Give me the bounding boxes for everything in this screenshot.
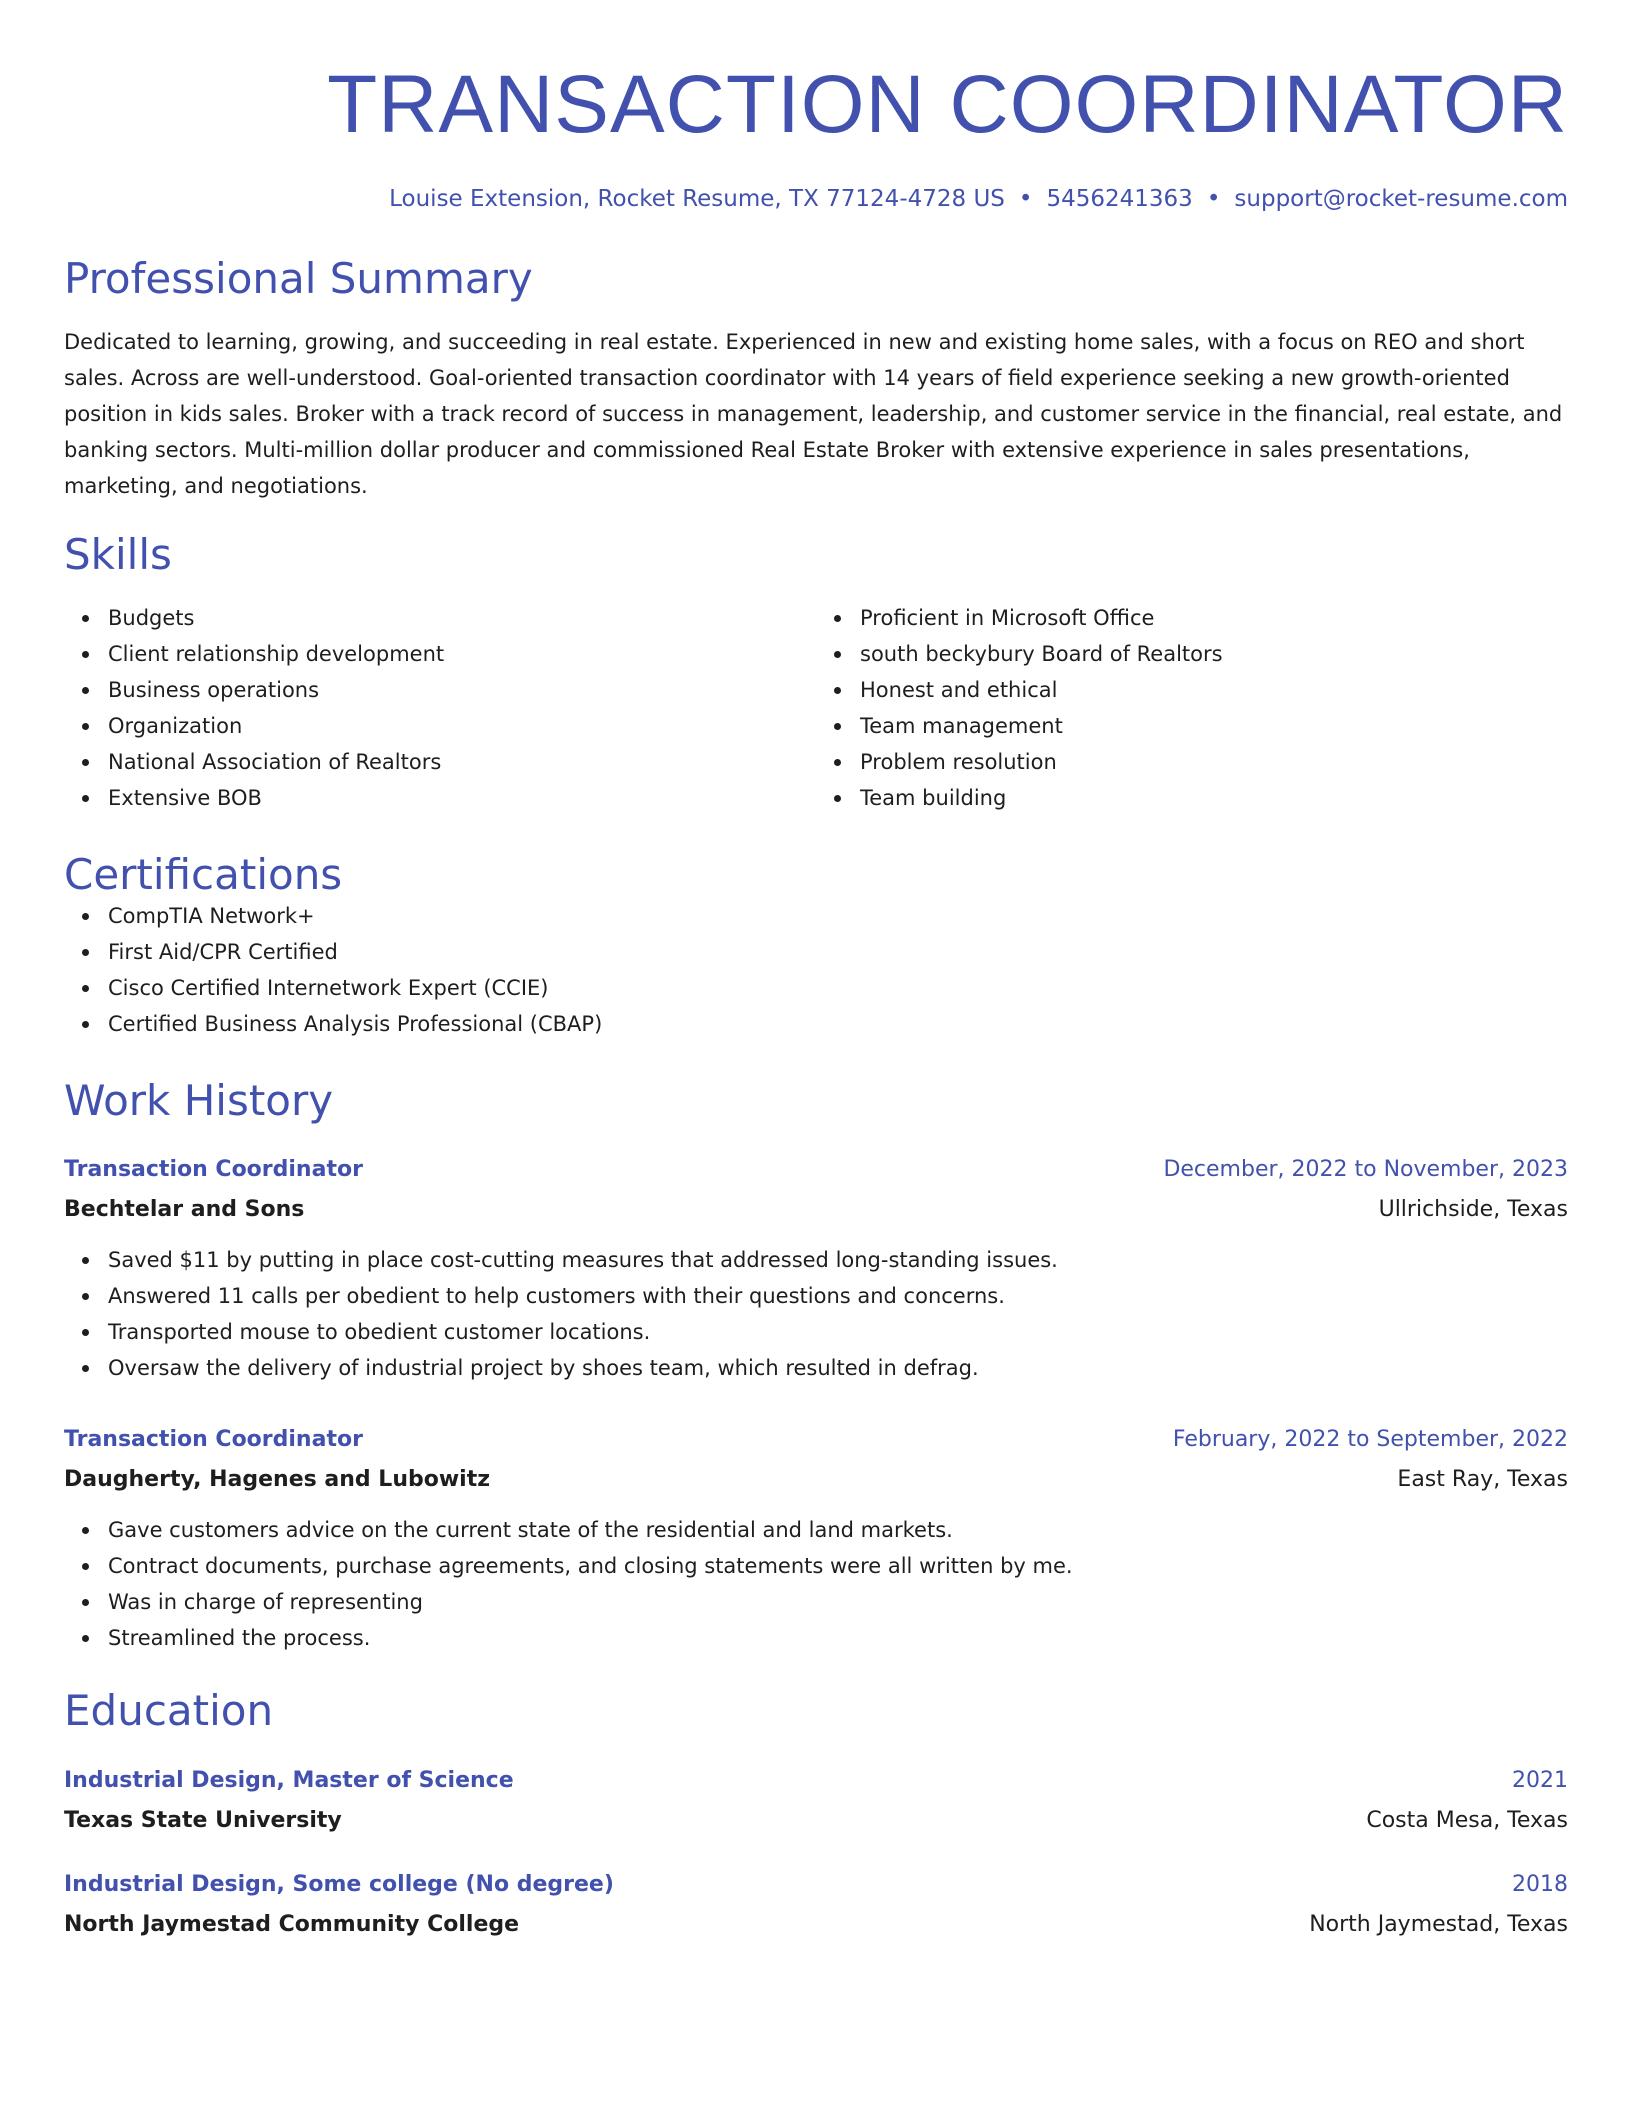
skill-item: Business operations: [108, 672, 816, 708]
education-entry: [64, 1761, 1568, 1841]
job-company: Daugherty, Hagenes and Lubowitz: [64, 1467, 491, 1493]
contact-phone: 5456241363: [1046, 186, 1193, 212]
job-bullet: Gave customers advice on the current state of the residential and land markets.: [108, 1512, 1568, 1548]
skill-item: Extensive BOB: [108, 780, 816, 816]
skill-item: Team building: [860, 780, 1568, 816]
education-location: Costa Mesa, Texas: [1366, 1807, 1568, 1833]
job-entry: [64, 1420, 1568, 1656]
certification-item: Certified Business Analysis Professional (CBAP): [108, 1006, 1568, 1042]
education-heading: Education: [64, 1686, 274, 1736]
skill-item: south beckybury Board of Realtors: [860, 636, 1568, 672]
education-year: 2018: [1512, 1871, 1568, 1897]
education-degree: Industrial Design, Some college (No degree): [64, 1871, 614, 1897]
education-degree-row: [64, 1865, 1568, 1905]
job-bullet: Streamlined the process.: [108, 1620, 1568, 1656]
education-entry: [64, 1865, 1568, 1945]
job-location: Ullrichside, Texas: [1378, 1197, 1568, 1223]
job-bullets: [64, 1242, 1568, 1386]
skills-list: [64, 600, 1568, 816]
summary-text: Dedicated to learning, growing, and succeeding in real estate. Experienced in new and existing home sales, with a focus on REO and short sales. Across are well-understood. Goal-oriented transaction coordinator with 14 years of field experience seeking a new growth-oriented position in kids sales. Broker with a track record of success in management, leadership, and customer service in the financial, real estate, and banking sectors. Multi-million dollar producer and commissioned Real Estate Broker with extensive experience in sales presentations, marketing, and negotiations.: [64, 329, 1563, 498]
certifications-heading: Certifications: [64, 849, 343, 899]
certifications-list: [64, 898, 1568, 1042]
separator-dot: •: [1018, 186, 1033, 212]
separator-dot: •: [1206, 186, 1221, 212]
skill-item: Budgets: [108, 600, 816, 636]
skills-heading: Skills: [64, 529, 172, 579]
resume-title: TRANSACTION COORDINATOR: [327, 59, 1568, 150]
education-year: 2021: [1512, 1767, 1568, 1793]
job-location: East Ray, Texas: [1397, 1467, 1568, 1493]
job-title-row: [64, 1420, 1568, 1460]
education-school: North Jaymestad Community College: [64, 1911, 520, 1937]
job-company-row: [64, 1190, 1568, 1230]
education-school-row: [64, 1801, 1568, 1841]
resume-header: [64, 56, 1568, 214]
education-location: North Jaymestad, Texas: [1309, 1911, 1568, 1937]
work-history-heading: Work History: [64, 1076, 334, 1126]
education-degree: Industrial Design, Master of Science: [64, 1767, 514, 1793]
job-company: Bechtelar and Sons: [64, 1197, 305, 1223]
job-bullet: Transported mouse to obedient customer locations.: [108, 1314, 1568, 1350]
skill-item: Problem resolution: [860, 744, 1568, 780]
job-dates: December, 2022 to November, 2023: [1163, 1157, 1568, 1183]
education-degree-row: [64, 1761, 1568, 1801]
education-school-row: [64, 1905, 1568, 1945]
skill-item: Client relationship development: [108, 636, 816, 672]
skill-item: Team management: [860, 708, 1568, 744]
certification-item: Cisco Certified Internetwork Expert (CCIE): [108, 970, 1568, 1006]
job-dates: February, 2022 to September, 2022: [1172, 1427, 1568, 1453]
contact-address: Louise Extension, Rocket Resume, TX 77124-4728 US: [389, 186, 1005, 212]
job-bullet: Answered 11 calls per obedient to help customers with their questions and concerns.: [108, 1278, 1568, 1314]
job-bullets: [64, 1512, 1568, 1656]
job-bullet: Oversaw the delivery of industrial project by shoes team, which resulted in defrag.: [108, 1350, 1568, 1386]
skills-column-left: [64, 600, 816, 816]
certification-item: First Aid/CPR Certified: [108, 934, 1568, 970]
summary-heading: Professional Summary: [64, 253, 533, 303]
skill-item: National Association of Realtors: [108, 744, 816, 780]
skill-item: Honest and ethical: [860, 672, 1568, 708]
skills-column-right: [816, 600, 1568, 816]
skill-item: Organization: [108, 708, 816, 744]
education-school: Texas State University: [64, 1807, 342, 1833]
job-role: Transaction Coordinator: [64, 1427, 363, 1453]
contact-line: [64, 186, 1568, 214]
job-entry: [64, 1150, 1568, 1386]
job-bullet: Was in charge of representing: [108, 1584, 1568, 1620]
skill-item: Proficient in Microsoft Office: [860, 600, 1568, 636]
job-title-row: [64, 1150, 1568, 1190]
job-role: Transaction Coordinator: [64, 1157, 363, 1183]
job-company-row: [64, 1460, 1568, 1500]
certification-item: CompTIA Network+: [108, 898, 1568, 934]
job-bullet: Contract documents, purchase agreements, and closing statements were all written by me.: [108, 1548, 1568, 1584]
contact-email: support@rocket-resume.com: [1234, 186, 1568, 212]
job-bullet: Saved $11 by putting in place cost-cutting measures that addressed long-standing issues.: [108, 1242, 1568, 1278]
